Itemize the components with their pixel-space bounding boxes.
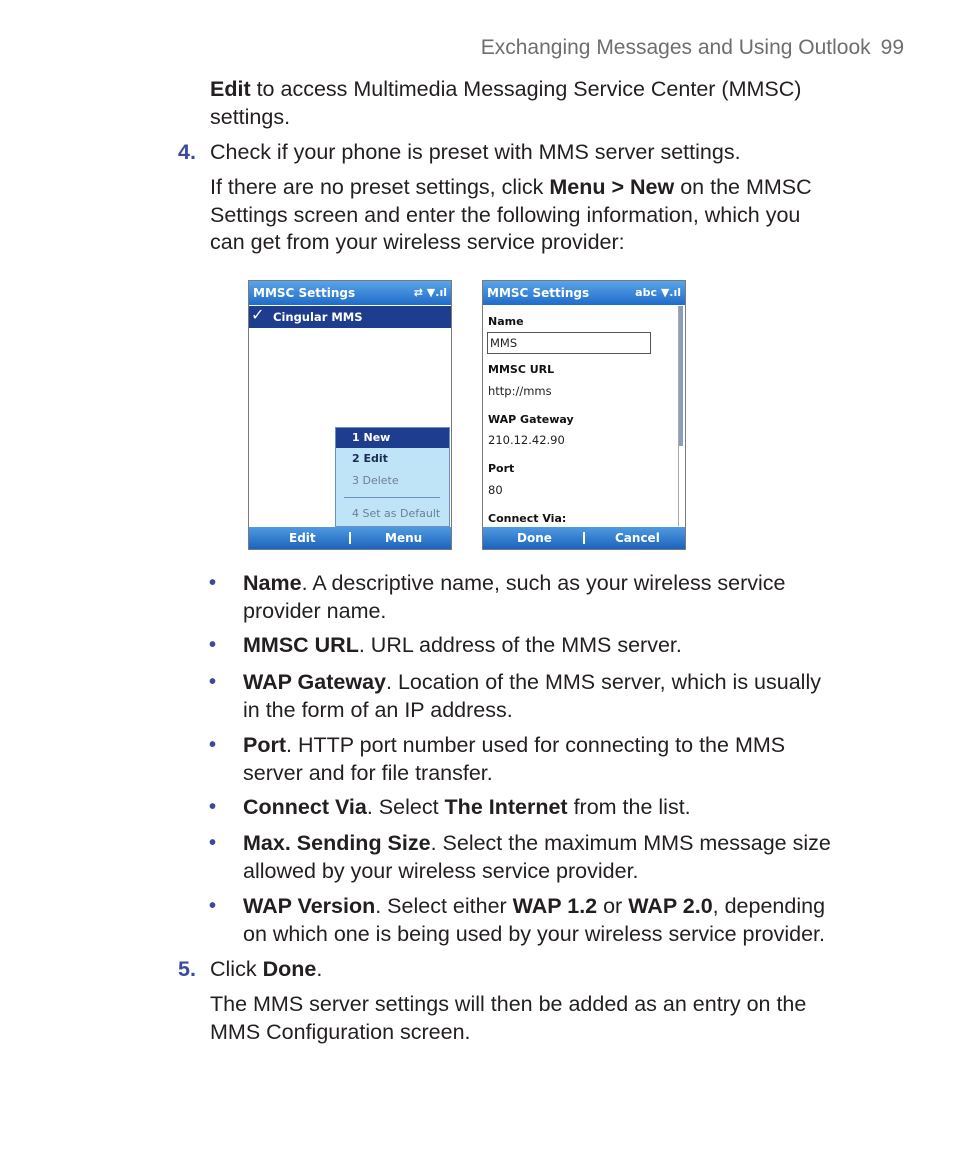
bullet-wap-version-tail: , depending: [712, 894, 826, 918]
bullet-wap-gateway: [243, 669, 883, 724]
screen1-title: MMSC Settings: [253, 286, 356, 300]
mmsc-url-value[interactable]: http://mms: [488, 384, 552, 398]
bullet-max-size-text: . Select the maximum MMS message size: [430, 831, 831, 855]
bullet-wap-version-opt1: WAP 1.2: [512, 894, 598, 918]
bullet-wap-version-opt2: WAP 2.0: [628, 894, 713, 918]
step-4-p1-post: on the MMSC: [674, 175, 812, 199]
name-input[interactable]: MMS: [487, 332, 651, 354]
bullet-marker: •: [209, 734, 217, 756]
bullet-name-term: Name: [243, 571, 302, 595]
screen1-softkeys: [249, 527, 451, 549]
bullet-connect-via-term: Connect Via: [243, 795, 367, 819]
bullet-connect-via: [243, 794, 883, 822]
bullet-port-line2: server and for file transfer.: [243, 760, 493, 785]
mmsc-settings-list-screen: [248, 280, 452, 550]
bullet-marker: •: [209, 671, 217, 693]
port-label: Port: [488, 462, 515, 475]
step-5-pre: Click: [210, 957, 263, 981]
bullet-max-size-line2: allowed by your wireless service provider.: [243, 858, 639, 883]
bullet-name-text: . A descriptive name, such as your wireless service: [301, 571, 786, 595]
menu-divider: [344, 497, 440, 498]
port-value[interactable]: 80: [488, 483, 503, 497]
bullet-port-term: Port: [243, 733, 286, 757]
step-4-p1-pre: If there are no preset settings, click: [210, 175, 550, 199]
wap-gateway-label: WAP Gateway: [488, 413, 574, 426]
screen1-title-bar: [249, 281, 451, 305]
step-5-paragraph: [210, 991, 890, 1046]
wap-gateway-value[interactable]: 210.12.42.90: [488, 433, 565, 447]
bullet-marker: •: [209, 796, 217, 818]
step-4-text: Check if your phone is preset with MMS server settings.: [210, 140, 741, 164]
edit-softkey[interactable]: Edit: [289, 531, 316, 545]
step-5-number: 5.: [178, 957, 196, 981]
cingular-mms-label: Cingular MMS: [273, 310, 363, 324]
bullet-wap-version-line2: on which one is being used by your wireless service provider.: [243, 921, 825, 946]
menu-item-edit[interactable]: 2 Edit: [352, 452, 388, 465]
name-label: Name: [488, 315, 524, 328]
bullet-max-size-term: Max. Sending Size: [243, 831, 431, 855]
step-5-post: .: [316, 957, 323, 981]
step-4-paragraph: [210, 174, 890, 257]
step-5-text: [210, 956, 890, 984]
bullet-connect-via-text: . Select: [366, 795, 445, 819]
intro-line2: settings.: [210, 104, 291, 129]
intro-paragraph: [210, 76, 890, 131]
cancel-softkey[interactable]: Cancel: [615, 531, 660, 545]
bullet-marker: •: [209, 895, 217, 917]
mmsc-url-label: MMSC URL: [488, 363, 555, 376]
bullet-marker: •: [209, 572, 217, 594]
step-5-bold: Done: [262, 957, 317, 981]
bullet-name-line2: provider name.: [243, 598, 387, 623]
screen2-softkeys: [483, 527, 685, 549]
intro-text: to access Multimedia Messaging Service Center (MMSC): [250, 77, 802, 101]
bullet-max-sending-size: [243, 830, 883, 885]
bullet-mmsc-url-text: . URL address of the MMS server.: [358, 633, 682, 657]
page-number: 99: [880, 36, 904, 59]
connect-via-label: Connect Via:: [488, 512, 567, 525]
bullet-name: [243, 570, 883, 625]
mmsc-settings-edit-screen: [482, 280, 686, 550]
bullet-wap-version: [243, 893, 883, 948]
cingular-mms-item[interactable]: [249, 306, 451, 328]
running-head-title: Exchanging Messages and Using Outlook: [480, 36, 871, 59]
bullet-wap-version-text: . Select either: [375, 894, 513, 918]
input-mode-icon: abc ▼.ıl: [635, 286, 681, 299]
step-5-p2: MMS Configuration screen.: [210, 1019, 471, 1044]
menu-item-delete[interactable]: 3 Delete: [352, 474, 399, 487]
bullet-mmsc-url-term: MMSC URL: [243, 633, 359, 657]
softkey-separator: [583, 532, 585, 544]
screen2-title: MMSC Settings: [487, 286, 590, 300]
step-4-p2: Settings screen and enter the following information, which you: [210, 202, 801, 227]
bullet-wap-version-term: WAP Version: [243, 894, 376, 918]
scrollbar-thumb[interactable]: [679, 306, 683, 446]
menu-item-set-default[interactable]: 4 Set as Default: [352, 507, 441, 520]
step-5-p1: The MMS server settings will then be added as an entry on the: [210, 992, 807, 1016]
running-head: [481, 36, 904, 60]
checkmark-icon: ✓: [251, 305, 265, 324]
softkey-separator: [349, 532, 351, 544]
screen2-title-bar: [483, 281, 685, 305]
step-4-p3: can get from your wireless service provider:: [210, 230, 625, 254]
bullet-marker: •: [209, 832, 217, 854]
done-softkey[interactable]: Done: [517, 531, 552, 545]
intro-bold: Edit: [210, 77, 251, 101]
bullet-mmsc-url: [243, 632, 883, 660]
bullet-marker: •: [209, 634, 217, 656]
menu-softkey[interactable]: Menu: [385, 531, 423, 545]
scrollbar[interactable]: [678, 306, 683, 526]
bullet-wap-gateway-text: . Location of the MMS server, which is usually: [386, 670, 821, 694]
bullet-wap-gateway-line2: in the form of an IP address.: [243, 697, 513, 722]
context-menu: [335, 427, 450, 527]
step-4-number: 4.: [178, 140, 196, 164]
bullet-port: [243, 732, 883, 787]
bullet-wap-gateway-term: WAP Gateway: [243, 670, 386, 694]
bullet-connect-via-tail: from the list.: [567, 795, 691, 819]
signal-icon: ⇄ ▼.ıl: [413, 286, 447, 299]
bullet-connect-via-option: The Internet: [444, 795, 568, 819]
step-4-p1-bold: Menu > New: [549, 175, 675, 199]
bullet-wap-version-or: or: [597, 894, 629, 918]
bullet-port-text: . HTTP port number used for connecting to the MMS: [286, 733, 786, 757]
menu-item-new[interactable]: 1 New: [336, 428, 449, 448]
